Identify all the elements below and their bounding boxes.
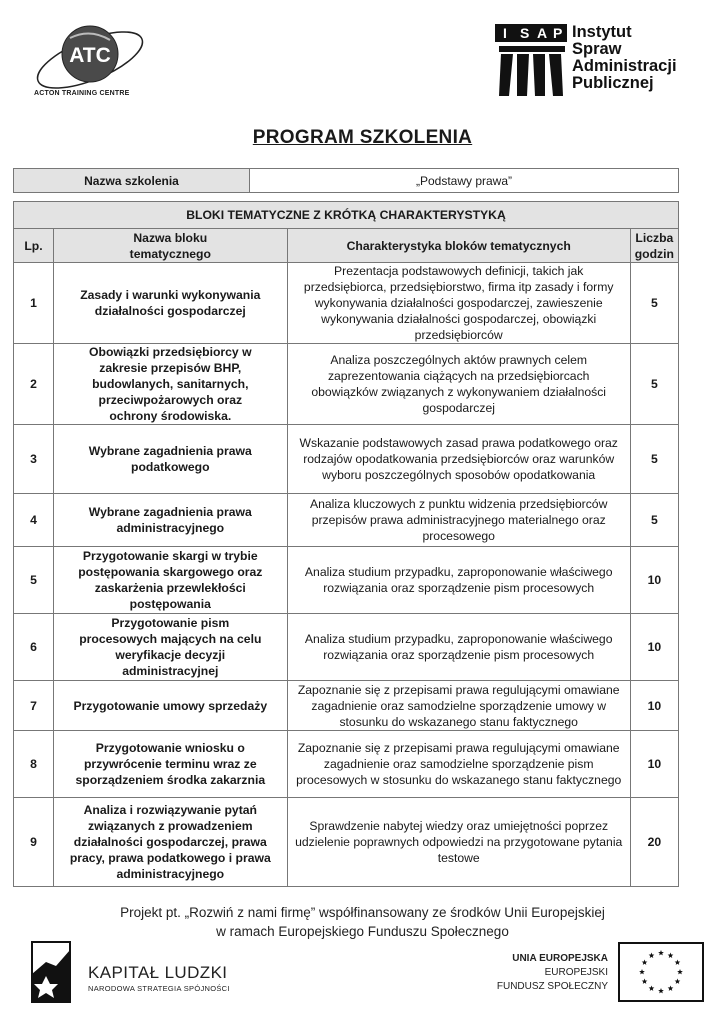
- block-description: Zapoznanie się z przepisami prawa regulującymi omawiane zagadnienie oraz samodzielne sporządzenie pism procesowych w stosunku do wskazanego stanu faktycznego: [287, 731, 630, 798]
- block-hours: 10: [630, 614, 678, 681]
- row-number: 8: [14, 731, 54, 798]
- block-hours: 5: [630, 425, 678, 494]
- eu-fund-label: [488, 952, 608, 994]
- block-description: Zapoznanie się z przepisami prawa regulującymi omawiane zagadnienie oraz samodzielne sporządzenie umowy w stosunku do wskazanego stanu faktycznego: [287, 681, 630, 731]
- row-number: 6: [14, 614, 54, 681]
- atc-caption: ACTON TRAINING CENTRE: [34, 90, 130, 97]
- isap-line: Administracji: [572, 57, 677, 75]
- isap-columns-icon: [499, 46, 565, 96]
- block-name: Wybrane zagadnienia prawa podatkowego: [53, 425, 287, 494]
- eu-line-1: UNIA EUROPEJSKA: [512, 953, 608, 964]
- isap-line: Spraw: [572, 40, 622, 58]
- table-header-row: [14, 229, 679, 263]
- block-hours: 5: [630, 263, 678, 344]
- table-caption: BLOKI TEMATYCZNE Z KRÓTKĄ CHARAKTERYSTYKĄ: [14, 202, 679, 229]
- row-number: 1: [14, 263, 54, 344]
- isap-letter-s: S: [520, 25, 530, 41]
- training-name-label: Nazwa szkolenia: [14, 169, 250, 193]
- block-hours: 10: [630, 731, 678, 798]
- isap-letter-p: P: [553, 25, 563, 41]
- table-row: [14, 614, 679, 681]
- isap-letter-a: A: [537, 25, 548, 41]
- kapital-ludzki-subtitle: NARODOWA STRATEGIA SPÓJNOŚCI: [88, 984, 230, 993]
- eu-line-2: EUROPEJSKI: [544, 967, 608, 978]
- funding-line-1: Projekt pt. „Rozwiń z nami firmę” współfinansowany ze środków Unii Europejskiej: [120, 905, 605, 920]
- table-row: [14, 681, 679, 731]
- block-name: Zasady i warunki wykonywania działalności gospodarczej: [53, 263, 287, 344]
- block-description: Sprawdzenie nabytej wiedzy oraz umiejętności poprzez udzielenie poprawnych odpowiedzi na przygotowane pytania testowe: [287, 798, 630, 887]
- table-row: [14, 425, 679, 494]
- block-name: Przygotowanie pism procesowych mających na celu weryfikacje decyzji administracyjnej: [53, 614, 287, 681]
- atc-logo: [30, 18, 150, 100]
- kapital-ludzki-logo-icon: [26, 940, 74, 1004]
- block-description: Analiza poszczególnych aktów prawnych celem zaprezentowania ciążących na przedsiębiorcach obowiązków związanych z wykonywaniem działalności gospodarczej: [287, 344, 630, 425]
- row-number: 3: [14, 425, 54, 494]
- table-row: [14, 344, 679, 425]
- block-hours: 20: [630, 798, 678, 887]
- block-description: Analiza studium przypadku, zaproponowanie właściwego rozwiązania oraz sporządzenie pism procesowych: [287, 547, 630, 614]
- table-caption-row: [14, 202, 679, 229]
- isap-name: [572, 24, 677, 92]
- atc-letters: ATC: [69, 44, 111, 67]
- row-number: 7: [14, 681, 54, 731]
- block-hours: 10: [630, 547, 678, 614]
- training-name-row: [14, 169, 679, 193]
- row-number: 9: [14, 798, 54, 887]
- column-header-hours: Liczba godzin: [630, 229, 678, 263]
- block-description: Analiza studium przypadku, zaproponowanie właściwego rozwiązania oraz sporządzenie pism procesowych: [287, 614, 630, 681]
- isap-letter-i: I: [503, 25, 507, 41]
- eu-line-3: FUNDUSZ SPOŁECZNY: [496, 981, 608, 992]
- block-name: Przygotowanie wniosku o przywrócenie terminu wraz ze sporządzeniem środka zakarznia: [53, 731, 287, 798]
- training-name-value: „Podstawy prawa”: [250, 169, 679, 193]
- block-hours: 5: [630, 344, 678, 425]
- table-row: [14, 731, 679, 798]
- table-row: [14, 798, 679, 887]
- block-description: Analiza kluczowych z punktu widzenia przedsiębiorców przepisów prawa administracyjnego materialnego oraz procesowego: [287, 494, 630, 547]
- table-row: [14, 547, 679, 614]
- kapital-ludzki-title: KAPITAŁ LUDZKI: [88, 963, 228, 982]
- block-name: Obowiązki przedsiębiorcy w zakresie przepisów BHP, budowlanych, sanitarnych, przeciwpożarowych oraz ochrony środowiska.: [53, 344, 287, 425]
- block-name: Przygotowanie skargi w trybie postępowania skargowego oraz zaskarżenia przewlekłości postępowania: [53, 547, 287, 614]
- column-header-lp: Lp.: [14, 229, 54, 263]
- block-name: Analiza i rozwiązywanie pytań związanych z prowadzeniem działalności gospodarczej, prawa pracy, prawa podatkowego i prawa administracyjnego: [53, 798, 287, 887]
- block-description: Wskazanie podstawowych zasad prawa podatkowego oraz rodzajów opodatkowania przedsiębiorców oraz warunków wyboru poszczególnych sposobów opodatkowania: [287, 425, 630, 494]
- project-funding-note: [0, 903, 725, 941]
- column-header-description: Charakterystyka bloków tematycznych: [287, 229, 630, 263]
- row-number: 5: [14, 547, 54, 614]
- block-name: Wybrane zagadnienia prawa administracyjnego: [53, 494, 287, 547]
- isap-line: Publicznej: [572, 74, 654, 92]
- isap-line: Instytut: [572, 23, 632, 41]
- row-number: 2: [14, 344, 54, 425]
- block-hours: 5: [630, 494, 678, 547]
- block-name: Przygotowanie umowy sprzedaży: [53, 681, 287, 731]
- eu-flag-icon: [618, 942, 704, 1002]
- block-description: Prezentacja podstawowych definicji, takich jak przedsiębiorca, przedsiębiorstwo, firma itp zasady i formy wykonywania działalności gospodarczej, zawieszenie wykonywania działalności gospodarczej, obowiązki przedsiębiorców: [287, 263, 630, 344]
- row-number: 4: [14, 494, 54, 547]
- table-row: [14, 263, 679, 344]
- column-header-name: Nazwa bloku tematycznego: [53, 229, 287, 263]
- training-name-table: [13, 168, 679, 193]
- thematic-blocks-table: [13, 201, 679, 887]
- page-title: PROGRAM SZKOLENIA: [252, 127, 473, 148]
- block-hours: 10: [630, 681, 678, 731]
- funding-line-2: w ramach Europejskiego Funduszu Społecznego: [216, 924, 509, 939]
- table-row: [14, 494, 679, 547]
